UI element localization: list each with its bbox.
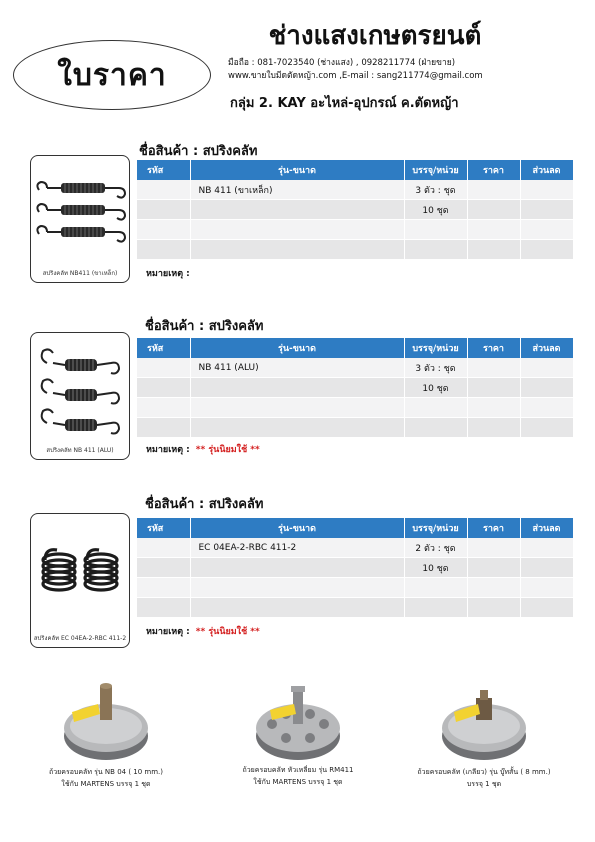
cell-model [190,220,404,240]
cell-price [467,240,520,260]
cell-pack: 2 ตัว : ชุด [404,538,467,558]
spring-alu-image [31,333,129,443]
remark-label: หมายเหตุ : [146,627,190,637]
cell-price [467,558,520,578]
cell-pack [404,220,467,240]
remark-label: หมายเหตุ : [146,445,190,455]
cell-price [467,418,520,438]
cell-price [467,378,520,398]
table-row [137,220,573,240]
housing-caption-line2: ใช้กับ MARTENS บรรจุ 1 ชุด [253,778,343,786]
cell-discount [520,538,573,558]
table-row [137,578,573,598]
document-label: ใบราคา [57,57,167,93]
header-pack: บรรจุ/หน่วย [404,338,467,358]
cell-code [137,240,190,260]
cell-model: NB 411 (ขาเหล็ก) [190,180,404,200]
housing-caption-line1: ถ้วยครอบคลัท หัวเหลี่ยม รุ่น RM411 [242,766,354,774]
cell-discount [520,358,573,378]
remark-note: ** รุ่นนิยมใช้ ** [195,627,260,637]
cell-discount [520,578,573,598]
cell-model [190,578,404,598]
header-model: รุ่น-ขนาด [190,518,404,538]
contact-web: www.ขายใบมีดตัดหญ้า.com ,E-mail : sang211774@gmail.com [228,71,483,81]
cell-price [467,358,520,378]
header-discount: ส่วนลด [520,518,573,538]
contact-info [228,57,483,83]
product-image-frame [30,513,130,648]
product-image-frame [30,155,130,283]
contact-phone: มือถือ : 081-7023540 (ช่างแสง) , 0928211774 (ฝ่ายขาย) [228,58,456,68]
cell-code [137,538,190,558]
table-row [137,240,573,260]
cell-code [137,578,190,598]
cell-pack: 3 ตัว : ชุด [404,180,467,200]
document-label-oval [13,40,211,110]
cell-pack: 10 ชุด [404,378,467,398]
cell-price [467,578,520,598]
table-row [137,398,573,418]
table-row [137,418,573,438]
cell-pack [404,598,467,618]
header-code: รหัส [137,338,190,358]
table-row [137,358,573,378]
product-image-caption: สปริงคลัท NB 411 (ALU) [46,447,114,454]
table-row [137,180,573,200]
product-image-caption: สปริงคลัท NB411 (ขาเหล็ก) [42,270,118,277]
price-table [137,160,574,260]
product-image-frame [30,332,130,460]
cell-model [190,598,404,618]
cell-pack: 10 ชุด [404,558,467,578]
cell-model: NB 411 (ALU) [190,358,404,378]
cell-code [137,220,190,240]
cell-code [137,358,190,378]
header-discount: ส่วนลด [520,338,573,358]
table-row [137,558,573,578]
price-table [137,338,574,438]
cell-discount [520,378,573,398]
header-price: ราคา [467,338,520,358]
cell-code [137,200,190,220]
header-model: รุ่น-ขนาด [190,338,404,358]
spring-ec-image [31,514,129,632]
header-code: รหัส [137,518,190,538]
header-price: ราคา [467,518,520,538]
cell-price [467,398,520,418]
housing-caption-line2: ใช้กับ MARTENS บรรจุ 1 ชุด [61,780,151,788]
cell-pack [404,578,467,598]
cell-pack [404,240,467,260]
clutch-housing-short-boot-image [436,676,532,764]
cell-model [190,200,404,220]
cell-code [137,558,190,578]
remark [146,442,260,456]
product-title: ชื่อสินค้า : สปริงคลัท [145,497,264,512]
table-row [137,200,573,220]
cell-model [190,398,404,418]
header-pack: บรรจุ/หน่วย [404,518,467,538]
table-header-row [137,338,573,358]
clutch-housing-nb04-image [58,676,154,764]
cell-discount [520,418,573,438]
cell-model [190,240,404,260]
group-title: กลุ่ม 2. KAY อะไหล่-อุปกรณ์ ค.ตัดหญ้า [230,96,459,111]
cell-pack [404,418,467,438]
shop-name: ช่างแสงเกษตรยนต์ [268,21,482,51]
header-code: รหัส [137,160,190,180]
cell-pack: 3 ตัว : ชุด [404,358,467,378]
housing-caption-line1: ถ้วยครอบคลัท รุ่น NB 04 ( 10 mm.) [48,768,164,776]
cell-code [137,598,190,618]
remark-label: หมายเหตุ : [146,269,190,279]
cell-model [190,418,404,438]
cell-code [137,378,190,398]
clutch-housing-rm411-image [250,676,346,764]
cell-discount [520,180,573,200]
table-header-row [137,160,573,180]
cell-code [137,398,190,418]
cell-discount [520,558,573,578]
table-row [137,598,573,618]
table-header-row [137,518,573,538]
spring-steel-hook-image [31,156,129,264]
housing-caption-line1: ถ้วยครอบคลัท (เกลียว) รุ่น บู๊ทสั้น ( 8 mm.) [417,768,551,776]
cell-model: EC 04EA-2-RBC 411-2 [190,538,404,558]
cell-pack [404,398,467,418]
price-table [137,518,574,618]
cell-price [467,200,520,220]
housing-caption-line2: บรรจุ 1 ชุด [466,780,502,788]
cell-price [467,220,520,240]
cell-discount [520,220,573,240]
header-pack: บรรจุ/หน่วย [404,160,467,180]
cell-discount [520,398,573,418]
housing-caption [228,764,368,788]
cell-code [137,418,190,438]
header-model: รุ่น-ขนาด [190,160,404,180]
cell-price [467,180,520,200]
cell-price [467,538,520,558]
header-discount: ส่วนลด [520,160,573,180]
remark [146,266,196,280]
cell-price [467,598,520,618]
product-image-caption: สปริงคลัท EC 04EA-2-RBC 411-2 [33,635,127,642]
product-title: ชื่อสินค้า : สปริงคลัท [145,319,264,334]
cell-discount [520,200,573,220]
cell-model [190,378,404,398]
cell-pack: 10 ชุด [404,200,467,220]
remark [146,624,260,638]
product-title: ชื่อสินค้า : สปริงคลัท [139,144,258,159]
table-row [137,538,573,558]
cell-discount [520,240,573,260]
cell-model [190,558,404,578]
housing-caption [36,766,176,790]
table-row [137,378,573,398]
header-price: ราคา [467,160,520,180]
remark-note: ** รุ่นนิยมใช้ ** [195,445,260,455]
cell-code [137,180,190,200]
housing-caption [406,766,562,790]
cell-discount [520,598,573,618]
